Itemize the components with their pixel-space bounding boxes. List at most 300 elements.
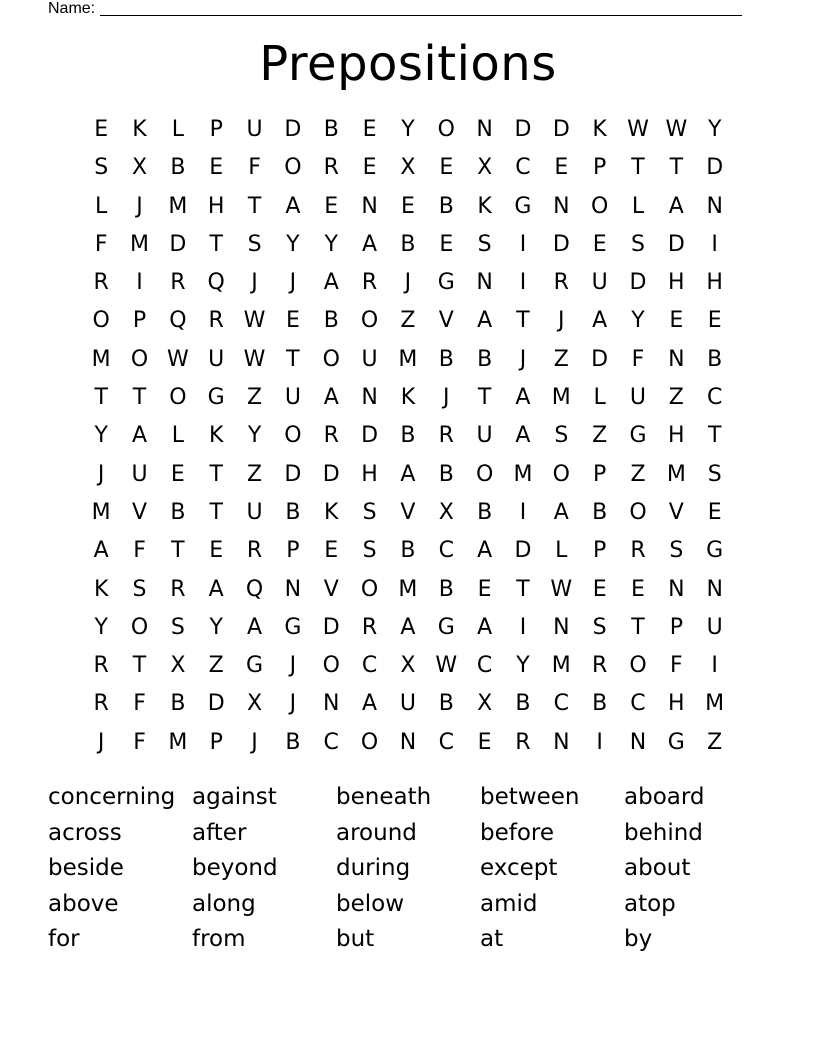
- grid-cell[interactable]: B: [438, 461, 454, 487]
- grid-cell[interactable]: E: [554, 155, 569, 181]
- grid-cell[interactable]: R: [323, 155, 339, 181]
- grid-cell[interactable]: U: [246, 117, 263, 142]
- grid-cell[interactable]: U: [208, 346, 225, 372]
- grid-cell[interactable]: R: [170, 270, 186, 296]
- grid-cell[interactable]: X: [438, 499, 454, 525]
- grid-cell[interactable]: L: [631, 193, 645, 219]
- grid-cell[interactable]: J: [289, 691, 297, 717]
- grid-cell[interactable]: S: [247, 231, 262, 257]
- grid-cell[interactable]: T: [669, 155, 684, 181]
- grid-cell[interactable]: B: [400, 423, 416, 449]
- grid-cell[interactable]: T: [209, 231, 223, 257]
- grid-cell[interactable]: N: [706, 576, 723, 602]
- grid-cell[interactable]: C: [438, 729, 454, 755]
- grid-cell[interactable]: N: [361, 193, 378, 219]
- grid-cell[interactable]: M: [705, 691, 725, 717]
- grid-cell[interactable]: S: [94, 155, 109, 181]
- grid-cell[interactable]: O: [322, 653, 340, 679]
- grid-cell[interactable]: E: [669, 308, 684, 334]
- grid-cell[interactable]: R: [208, 308, 224, 334]
- grid-cell[interactable]: I: [596, 729, 603, 755]
- grid-cell[interactable]: Y: [324, 231, 338, 257]
- grid-cell[interactable]: N: [399, 729, 417, 755]
- grid-cell[interactable]: C: [515, 155, 531, 181]
- grid-cell[interactable]: X: [170, 653, 186, 679]
- grid-cell[interactable]: N: [553, 729, 570, 755]
- grid-cell[interactable]: T: [209, 461, 223, 487]
- grid-cell[interactable]: T: [171, 538, 185, 564]
- grid-cell[interactable]: B: [323, 117, 339, 142]
- grid-cell[interactable]: N: [553, 193, 570, 219]
- grid-cell[interactable]: R: [515, 729, 531, 755]
- grid-cell[interactable]: U: [246, 499, 263, 525]
- grid-cell[interactable]: U: [629, 385, 647, 411]
- grid-cell[interactable]: M: [398, 346, 418, 372]
- grid-cell[interactable]: S: [362, 538, 377, 564]
- grid-cell[interactable]: A: [362, 231, 378, 257]
- grid-cell[interactable]: C: [476, 653, 493, 679]
- word-list-item: by: [624, 926, 653, 953]
- grid-cell[interactable]: D: [322, 614, 340, 640]
- grid-cell[interactable]: E: [592, 231, 607, 257]
- grid-cell[interactable]: D: [361, 423, 379, 449]
- grid-cell[interactable]: O: [437, 117, 455, 142]
- grid-cell[interactable]: F: [631, 346, 645, 372]
- grid-cell[interactable]: H: [668, 423, 685, 449]
- grid-cell[interactable]: W: [550, 576, 573, 602]
- grid-cell[interactable]: B: [170, 155, 186, 181]
- grid-cell[interactable]: P: [286, 538, 300, 564]
- grid-cell[interactable]: B: [285, 499, 301, 525]
- grid-cell[interactable]: S: [362, 499, 377, 525]
- word-list-item: beneath: [336, 784, 432, 810]
- grid-cell[interactable]: E: [170, 461, 185, 487]
- grid-cell[interactable]: B: [477, 346, 493, 372]
- grid-cell[interactable]: R: [591, 653, 608, 679]
- grid-cell[interactable]: U: [591, 270, 608, 296]
- grid-cell[interactable]: O: [322, 346, 340, 372]
- grid-cell[interactable]: I: [519, 499, 527, 525]
- grid-cell[interactable]: P: [593, 538, 607, 564]
- grid-cell[interactable]: J: [519, 346, 527, 372]
- grid-cell[interactable]: K: [93, 576, 109, 602]
- grid-cell[interactable]: E: [324, 193, 339, 219]
- grid-cell[interactable]: Z: [707, 729, 723, 755]
- grid-cell[interactable]: B: [707, 346, 723, 372]
- grid-cell[interactable]: A: [131, 423, 148, 449]
- grid-cell[interactable]: B: [323, 308, 339, 334]
- grid-cell[interactable]: F: [133, 538, 146, 564]
- grid-cell[interactable]: Q: [245, 576, 264, 602]
- grid-cell[interactable]: D: [667, 231, 685, 257]
- grid-cell[interactable]: T: [516, 308, 530, 334]
- grid-cell[interactable]: Y: [247, 423, 262, 449]
- grid-cell[interactable]: M: [398, 576, 418, 602]
- grid-cell[interactable]: Q: [169, 308, 187, 334]
- grid-cell[interactable]: I: [519, 614, 527, 640]
- grid-cell[interactable]: O: [169, 385, 187, 411]
- grid-cell[interactable]: C: [361, 653, 378, 679]
- grid-cell[interactable]: V: [400, 499, 416, 525]
- grid-cell[interactable]: M: [551, 385, 571, 411]
- grid-cell[interactable]: C: [706, 385, 723, 411]
- grid-cell[interactable]: J: [97, 729, 105, 755]
- grid-cell[interactable]: O: [552, 461, 570, 487]
- grid-cell[interactable]: M: [513, 461, 533, 487]
- word-list-item: for: [48, 926, 80, 953]
- grid-cell[interactable]: P: [593, 155, 607, 181]
- grid-cell[interactable]: O: [360, 576, 379, 602]
- grid-cell[interactable]: A: [668, 193, 684, 219]
- grid-row: [82, 571, 734, 609]
- grid-cell[interactable]: B: [592, 499, 608, 525]
- grid-cell[interactable]: O: [130, 614, 149, 640]
- grid-cell[interactable]: P: [209, 729, 223, 755]
- grid-cell[interactable]: B: [438, 193, 454, 219]
- grid-cell[interactable]: R: [630, 538, 646, 564]
- name-field[interactable]: [48, 0, 742, 18]
- grid-cell[interactable]: E: [439, 155, 454, 181]
- grid-cell[interactable]: T: [707, 423, 722, 449]
- grid-cell[interactable]: O: [360, 729, 379, 755]
- word-list-item: at: [480, 926, 504, 953]
- grid-cell[interactable]: V: [131, 499, 148, 525]
- grid-cell[interactable]: M: [130, 231, 149, 257]
- grid-cell[interactable]: G: [437, 614, 455, 640]
- grid-cell[interactable]: N: [361, 385, 378, 411]
- grid-cell[interactable]: A: [477, 308, 493, 334]
- grid-cell[interactable]: O: [590, 193, 609, 219]
- grid-cell[interactable]: A: [247, 614, 263, 640]
- grid-cell[interactable]: G: [629, 423, 647, 449]
- grid-cell[interactable]: J: [443, 385, 450, 411]
- grid-cell[interactable]: H: [668, 270, 685, 296]
- grid-cell[interactable]: C: [438, 538, 454, 564]
- grid-cell[interactable]: K: [208, 423, 224, 449]
- page-title: Prepositions: [259, 36, 557, 92]
- grid-cell[interactable]: U: [284, 385, 301, 411]
- grid-cell[interactable]: U: [476, 423, 493, 449]
- grid-cell[interactable]: I: [519, 270, 527, 296]
- grid-cell[interactable]: Y: [94, 614, 108, 640]
- grid-cell[interactable]: V: [438, 308, 454, 334]
- grid-cell[interactable]: A: [208, 576, 224, 602]
- grid-cell[interactable]: B: [438, 346, 454, 372]
- name-underline[interactable]: [100, 0, 742, 16]
- grid-cell[interactable]: O: [629, 499, 647, 525]
- grid-cell[interactable]: Y: [707, 117, 722, 142]
- grid-cell[interactable]: A: [592, 308, 608, 334]
- grid-cell[interactable]: X: [400, 653, 416, 679]
- grid-cell[interactable]: E: [707, 308, 722, 334]
- grid-cell[interactable]: N: [323, 691, 340, 717]
- grid-cell[interactable]: T: [516, 576, 530, 602]
- grid-cell[interactable]: L: [593, 385, 606, 411]
- grid-cell[interactable]: A: [362, 691, 378, 717]
- grid-cell[interactable]: B: [592, 691, 608, 717]
- grid-cell[interactable]: R: [93, 653, 109, 679]
- grid-cell[interactable]: W: [627, 117, 649, 142]
- grid-cell[interactable]: A: [553, 499, 569, 525]
- grid-cell[interactable]: T: [631, 155, 645, 181]
- grid-cell[interactable]: U: [131, 461, 148, 487]
- grid-cell[interactable]: Y: [401, 117, 415, 142]
- grid-cell[interactable]: B: [477, 499, 493, 525]
- grid-cell[interactable]: A: [400, 461, 416, 487]
- grid-cell[interactable]: B: [400, 538, 416, 564]
- grid-cell[interactable]: K: [592, 117, 607, 142]
- grid-cell[interactable]: K: [477, 193, 492, 219]
- grid-cell[interactable]: Z: [400, 308, 416, 334]
- grid-cell[interactable]: G: [667, 729, 685, 755]
- grid-cell[interactable]: D: [284, 117, 302, 142]
- grid-cell[interactable]: P: [209, 117, 223, 142]
- grid-cell[interactable]: O: [360, 308, 379, 334]
- grid-cell[interactable]: Z: [592, 423, 608, 449]
- grid-cell[interactable]: R: [553, 270, 569, 296]
- grid-cell[interactable]: F: [133, 729, 146, 755]
- grid-cell[interactable]: I: [711, 231, 718, 257]
- grid-cell[interactable]: G: [437, 270, 455, 296]
- grid-cell[interactable]: Q: [207, 270, 225, 296]
- grid-cell[interactable]: T: [209, 499, 223, 525]
- grid-cell[interactable]: G: [246, 653, 264, 679]
- grid-cell[interactable]: E: [324, 538, 339, 564]
- grid-cell[interactable]: S: [170, 614, 185, 640]
- grid-cell[interactable]: P: [593, 461, 607, 487]
- grid-cell[interactable]: M: [91, 346, 111, 372]
- grid-cell[interactable]: B: [515, 691, 531, 717]
- grid-cell[interactable]: A: [515, 385, 531, 411]
- grid-cell[interactable]: J: [136, 193, 143, 219]
- grid-cell[interactable]: E: [592, 576, 607, 602]
- grid-cell[interactable]: A: [477, 538, 493, 564]
- word-list-item: concerning: [48, 784, 176, 810]
- grid-cell[interactable]: A: [285, 193, 301, 219]
- grid-cell[interactable]: L: [171, 117, 184, 142]
- grid-cell[interactable]: B: [285, 729, 301, 755]
- grid-cell[interactable]: Y: [516, 653, 530, 679]
- grid-cell[interactable]: R: [93, 691, 109, 717]
- grid-cell[interactable]: X: [400, 155, 416, 181]
- grid-cell[interactable]: W: [243, 308, 266, 334]
- grid-cell[interactable]: E: [209, 538, 224, 564]
- grid-cell[interactable]: E: [477, 729, 492, 755]
- grid-cell[interactable]: E: [477, 576, 492, 602]
- grid-cell[interactable]: U: [361, 346, 378, 372]
- grid-cell[interactable]: T: [132, 653, 147, 679]
- grid-cell[interactable]: E: [439, 231, 454, 257]
- grid-cell[interactable]: D: [552, 117, 570, 142]
- grid-cell[interactable]: O: [130, 346, 149, 372]
- grid-cell[interactable]: S: [631, 231, 645, 257]
- grid-cell[interactable]: R: [438, 423, 454, 449]
- grid-cell[interactable]: N: [706, 193, 723, 219]
- grid-cell[interactable]: K: [400, 385, 416, 411]
- grid-cell[interactable]: W: [243, 346, 266, 372]
- grid-cell[interactable]: O: [629, 653, 647, 679]
- grid-cell[interactable]: S: [592, 614, 607, 640]
- grid-cell[interactable]: F: [94, 231, 108, 257]
- grid-cell[interactable]: B: [400, 231, 416, 257]
- grid-cell[interactable]: X: [131, 155, 148, 181]
- grid-cell[interactable]: S: [132, 576, 147, 602]
- word-list-item: except: [480, 855, 558, 882]
- grid-cell[interactable]: Y: [209, 614, 223, 640]
- grid-cell[interactable]: Z: [553, 346, 569, 372]
- grid-cell[interactable]: N: [629, 729, 647, 755]
- grid-cell[interactable]: L: [555, 538, 568, 564]
- grid-cell[interactable]: H: [207, 193, 225, 219]
- grid-cell[interactable]: V: [323, 576, 339, 602]
- grid-cell[interactable]: U: [399, 691, 416, 717]
- grid-cell[interactable]: X: [247, 691, 263, 717]
- grid-cell[interactable]: B: [438, 576, 454, 602]
- grid-cell[interactable]: M: [666, 461, 686, 487]
- grid-cell[interactable]: D: [706, 155, 724, 181]
- grid-cell[interactable]: B: [170, 499, 186, 525]
- grid-cell[interactable]: W: [665, 117, 688, 142]
- grid-cell[interactable]: J: [251, 729, 258, 755]
- grid-cell[interactable]: W: [166, 346, 189, 372]
- grid-cell[interactable]: O: [284, 155, 302, 181]
- grid-cell[interactable]: E: [362, 155, 377, 181]
- grid-cell[interactable]: P: [132, 308, 147, 334]
- grid-cell[interactable]: E: [631, 576, 645, 602]
- grid-cell[interactable]: J: [289, 270, 297, 296]
- grid-cell[interactable]: H: [668, 691, 685, 717]
- grid-cell[interactable]: O: [92, 308, 110, 334]
- grid-cell[interactable]: T: [286, 346, 300, 372]
- grid-cell[interactable]: E: [94, 117, 109, 142]
- grid-cell[interactable]: G: [514, 193, 532, 219]
- grid-cell[interactable]: V: [668, 499, 684, 525]
- grid-cell[interactable]: A: [515, 423, 531, 449]
- grid-cell[interactable]: K: [324, 499, 339, 525]
- grid-cell[interactable]: S: [669, 538, 684, 564]
- grid-cell[interactable]: B: [438, 691, 454, 717]
- grid-cell[interactable]: G: [706, 538, 724, 564]
- grid-cell[interactable]: N: [668, 576, 685, 602]
- grid-cell[interactable]: K: [132, 117, 147, 142]
- grid-cell[interactable]: M: [551, 653, 571, 679]
- grid-cell[interactable]: R: [93, 270, 109, 296]
- grid-cell[interactable]: Z: [668, 385, 684, 411]
- grid-cell[interactable]: E: [707, 499, 722, 525]
- grid-cell[interactable]: E: [362, 117, 377, 142]
- grid-cell[interactable]: J: [97, 461, 105, 487]
- grid-cell[interactable]: F: [133, 691, 146, 717]
- grid-cell[interactable]: E: [285, 308, 300, 334]
- grid-cell[interactable]: M: [168, 729, 188, 755]
- grid-cell[interactable]: S: [707, 461, 722, 487]
- grid-cell[interactable]: R: [361, 614, 378, 640]
- grid-cell[interactable]: O: [284, 423, 302, 449]
- grid-cell[interactable]: D: [591, 346, 609, 372]
- grid-cell[interactable]: D: [207, 691, 225, 717]
- grid-cell[interactable]: J: [404, 270, 412, 296]
- grid-cell[interactable]: E: [209, 155, 224, 181]
- grid-cell[interactable]: C: [553, 691, 569, 717]
- grid-cell[interactable]: A: [400, 614, 416, 640]
- grid-cell[interactable]: C: [630, 691, 646, 717]
- grid-cell[interactable]: Y: [94, 423, 108, 449]
- grid-cell[interactable]: G: [284, 614, 302, 640]
- grid-cell[interactable]: L: [171, 423, 184, 449]
- grid-cell[interactable]: Y: [631, 308, 645, 334]
- grid-cell[interactable]: N: [476, 117, 493, 142]
- grid-cell[interactable]: J: [289, 653, 297, 679]
- grid-cell[interactable]: F: [248, 155, 261, 181]
- grid-cell[interactable]: D: [514, 117, 532, 142]
- grid-cell[interactable]: R: [170, 576, 186, 602]
- grid-cell[interactable]: T: [631, 614, 645, 640]
- grid-cell[interactable]: J: [558, 308, 565, 334]
- grid-cell[interactable]: D: [552, 231, 570, 257]
- grid-cell[interactable]: Y: [286, 231, 300, 257]
- grid-cell[interactable]: N: [553, 614, 570, 640]
- grid-cell[interactable]: N: [668, 346, 685, 372]
- grid-cell[interactable]: I: [711, 653, 718, 679]
- grid-cell[interactable]: A: [323, 270, 339, 296]
- grid-cell[interactable]: X: [477, 155, 493, 181]
- grid-cell[interactable]: P: [669, 614, 683, 640]
- grid-cell[interactable]: G: [207, 385, 225, 411]
- grid-cell[interactable]: D: [284, 461, 302, 487]
- grid-cell[interactable]: R: [361, 270, 378, 296]
- grid-cell[interactable]: D: [322, 461, 340, 487]
- grid-cell[interactable]: S: [477, 231, 492, 257]
- grid-cell[interactable]: D: [514, 538, 532, 564]
- grid-cell[interactable]: O: [475, 461, 494, 487]
- grid-cell[interactable]: T: [477, 385, 492, 411]
- word-list-item: but: [336, 926, 375, 953]
- grid-cell[interactable]: T: [94, 385, 108, 411]
- grid-cell[interactable]: D: [169, 231, 187, 257]
- grid-cell[interactable]: A: [323, 385, 339, 411]
- grid-cell[interactable]: M: [91, 499, 111, 525]
- grid-cell[interactable]: B: [170, 691, 186, 717]
- grid-cell[interactable]: Z: [247, 385, 263, 411]
- grid-cell[interactable]: I: [136, 270, 143, 296]
- grid-cell[interactable]: C: [323, 729, 339, 755]
- grid-cell[interactable]: R: [246, 538, 263, 564]
- grid-cell[interactable]: W: [435, 653, 458, 679]
- grid-cell[interactable]: T: [247, 193, 262, 219]
- grid-cell[interactable]: H: [361, 461, 378, 487]
- grid-cell[interactable]: T: [132, 385, 147, 411]
- grid-cell[interactable]: I: [519, 231, 527, 257]
- grid-cell[interactable]: M: [168, 193, 188, 219]
- grid-cell[interactable]: Z: [208, 653, 224, 679]
- grid-cell[interactable]: Z: [247, 461, 263, 487]
- grid-cell[interactable]: H: [706, 270, 723, 296]
- grid-cell[interactable]: A: [93, 538, 109, 564]
- grid-cell[interactable]: Z: [630, 461, 646, 487]
- grid-cell[interactable]: N: [284, 576, 302, 602]
- grid-cell[interactable]: D: [629, 270, 647, 296]
- grid-cell[interactable]: E: [400, 193, 415, 219]
- grid-cell[interactable]: R: [323, 423, 339, 449]
- grid-cell[interactable]: S: [554, 423, 569, 449]
- grid-cell[interactable]: F: [670, 653, 683, 679]
- grid-cell[interactable]: A: [477, 614, 493, 640]
- grid-cell[interactable]: L: [95, 193, 108, 219]
- grid-cell[interactable]: J: [251, 270, 258, 296]
- grid-cell[interactable]: X: [477, 691, 493, 717]
- grid-cell[interactable]: U: [706, 614, 723, 640]
- grid-cell[interactable]: N: [476, 270, 493, 296]
